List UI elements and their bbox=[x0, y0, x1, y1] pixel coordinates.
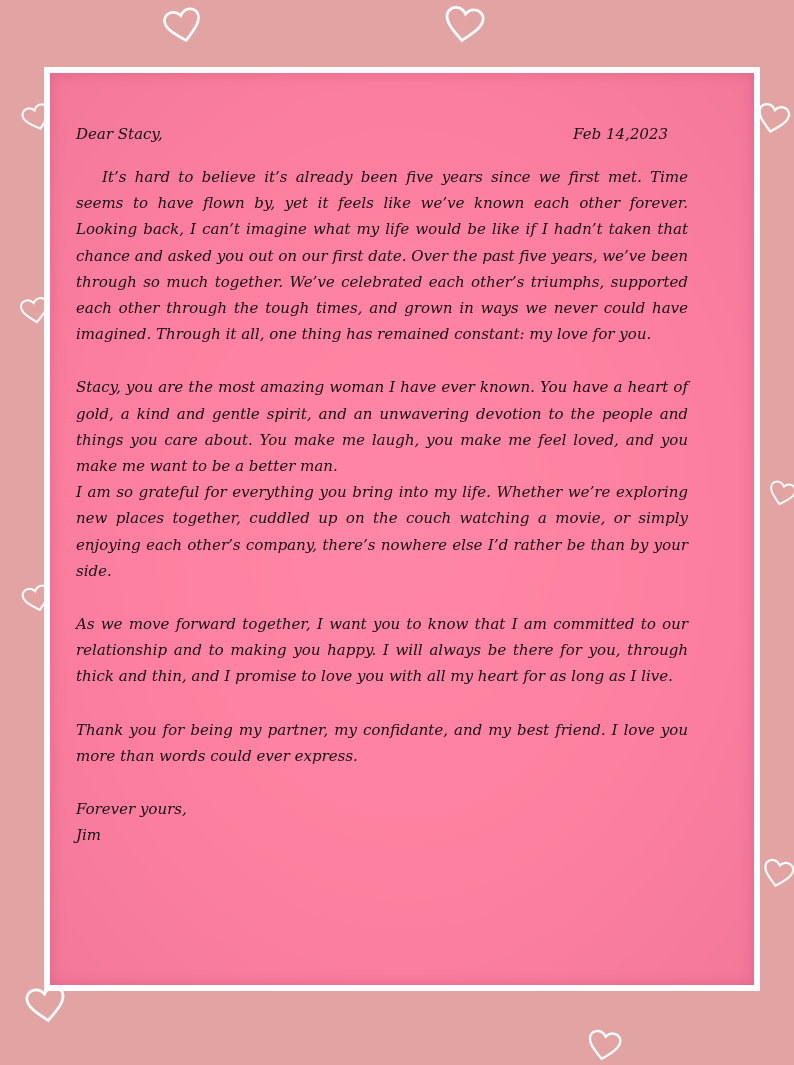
paragraph-5: Thank you for being my partner, my confidante, and my best friend. I love you more than words could ever express. bbox=[76, 720, 688, 765]
letter-header bbox=[76, 121, 688, 147]
salutation: Dear Stacy, bbox=[76, 125, 163, 143]
letter-body bbox=[76, 121, 688, 848]
heart-outline-icon bbox=[159, 4, 208, 48]
heart-outline-icon bbox=[764, 473, 794, 515]
paragraph-1: It’s hard to believe it’s already been five years since we first met. Time seems to have flown by, yet it feels like we’ve known each other forever. Looking back, I can’t imagine what my life would be like if I hadn’t taken that chance and asked you out on our first date. Over the past five years, we’ve been through so much together. We’ve celebrated each other’s triumphs, supported each other through the tough times, and grown in ways we never could have imagined. Through it all, one thing has remained constant: my love for you. bbox=[76, 168, 688, 344]
heart-outline-icon bbox=[440, 3, 489, 47]
heart-outline-icon bbox=[582, 1027, 627, 1065]
paragraph-2: Stacy, you are the most amazing woman I have ever known. You have a heart of gold, a kind and gentle spirit, and an unwavering devotion to the people and things you care about. You make me laugh, you make me feel loved, and you make me want to be a better man. bbox=[76, 378, 688, 476]
paragraph-3: I am so grateful for everything you bring into my life. Whether we’re exploring new places together, cuddled up on the couch watching a movie, or simply enjoying each other’s company, there’s nowhere else I’d rather be than by your side. bbox=[76, 483, 688, 580]
paragraph-4: As we move forward together, I want you to know that I am committed to our relationship and to making you happy. I will always be there for you, through thick and thin, and I promise to love you with all my heart for as long as I live. bbox=[76, 615, 688, 686]
closing: Forever yours, bbox=[76, 800, 187, 819]
heart-outline-icon bbox=[758, 851, 794, 897]
letter-date: Feb 14,2023 bbox=[573, 125, 668, 143]
signature: Jim bbox=[76, 826, 102, 845]
